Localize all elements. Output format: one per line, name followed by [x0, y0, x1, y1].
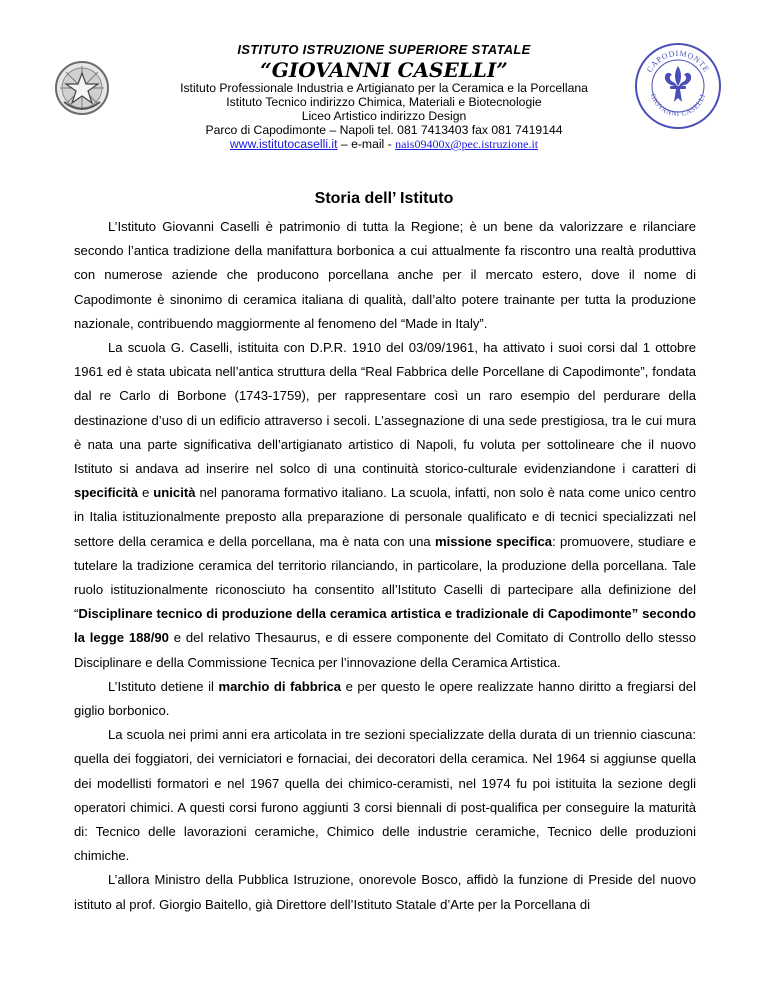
bold-phrase: marchio di fabbrica: [218, 678, 342, 694]
seal-text-bottom: GIOVANNI CASELLI: [648, 92, 708, 119]
institute-address: Parco di Capodimonte – Napoli tel. 081 7413403 fax 081 7419144: [205, 123, 563, 137]
seal-text-top: CAPODIMONTE: [644, 48, 712, 74]
paragraph: La scuola G. Caselli, istituita con D.P.R. 1910 del 03/09/1961, ha attivato i suoi corsi dal 1 ottobre 1961 ed è stata ubicata nell’antica struttura della “Real Fabbrica delle Porcellane di Capodimonte”, fondata dal re Carlo di Borbone (1743-1759), per rappresentare così un raro esempio del perdurare della destinazione d’uso di un edificio attraverso i secoli. L’assegnazione di una sede prestigiosa, tra le cui mura è nata una parte significativa dell’artigianato artistico di Napoli, fu voluta per sottolineare che il nuovo Istituto si andava ad inserire nel solco di una continuità storico-culturale evidenziandone i caratteri di specificità e unicità nel panorama formativo italiano. La scuola, infatti, non solo è nata come unico centro in Italia istituzionalmente preposto alla preparazione di personale qualificato e di tecnici specializzati nel settore della ceramica e della porcellana, ma è nata con una missione specifica: promuovere, studiare e tutelare la tradizione ceramica del territorio rilanciando, in particolare, la produzione della porcellana. Tale ruolo istituzionalmente riconosciuto ha consentito all’Istituto Caselli di partecipare alla definizione del “Disciplinare tecnico di produzione della ceramica artistica e tradizionale di Capodimonte” secondo la legge 188/90 e del relativo Thesaurus, e di essere componente del Comitato di Controllo dello stesso Disciplinare e della Commissione Tecnica per l’innovazione della Ceramica Artistica.: [74, 340, 696, 670]
institute-type: ISTITUTO ISTRUZIONE SUPERIORE STATALE: [237, 42, 531, 57]
website-link[interactable]: www.istitutocaselli.it: [229, 137, 338, 151]
capodimonte-fleur-de-lis-seal-icon: [634, 42, 722, 130]
institute-branch-technical: Istituto Tecnico indirizzo Chimica, Materiali e Biotecnologie: [226, 95, 542, 109]
letterhead: [0, 0, 768, 160]
institute-branch-professional: Istituto Professionale Industria e Artigianato per la Ceramica e la Porcellana: [180, 81, 588, 95]
institute-contacts: [140, 137, 628, 151]
document-title: Storia dell’ Istituto: [314, 190, 454, 207]
bold-phrase: unicità: [153, 485, 196, 501]
italian-republic-emblem-icon: [52, 58, 112, 118]
email-link[interactable]: nais09400x@pec.istruzione.it: [395, 137, 539, 151]
paragraph: L’Istituto detiene il marchio di fabbrica e per questo le opere realizzate hanno diritto a fregiarsi del giglio borbonico.: [74, 678, 696, 719]
paragraph: La scuola nei primi anni era articolata in tre sezioni specializzate della durata di un triennio ciascuna: quella dei foggiatori, dei verniciatori e fornaciai, dei decoratori della ceramica. Nel 1964 si aggiunse quella dei modellisti formatori e nel 1967 quella dei chimico-ceramisti, nel 1974 fu poi istituita la sezione degli operatori chimici. A questi corsi furono aggiunti 3 corsi biennali di post-qualifica per conseguire la maturità di: Tecnico delle lavorazioni ceramiche, Chimico delle industrie ceramiche, Tecnico delle produzioni chimiche.: [74, 727, 696, 864]
bold-phrase: Disciplinare tecnico di produzione della ceramica artistica e tradizionale di Capodimonte” secondo la legge 188/90: [74, 606, 696, 646]
email-label: – e-mail -: [337, 137, 396, 151]
bold-phrase: specificità: [74, 485, 139, 501]
bold-phrase: missione specifica: [434, 533, 553, 549]
institute-branch-lyceum: Liceo Artistico indirizzo Design: [301, 109, 467, 123]
institute-name: “GIOVANNI CASELLI”: [260, 58, 508, 82]
document-body: [74, 215, 696, 917]
paragraph: L’allora Ministro della Pubblica Istruzione, onorevole Bosco, affidò la funzione di Preside del nuovo istituto al prof. Giorgio Baitello, già Direttore dell’Istituto Statale d’Arte per la Porcellana di: [74, 872, 696, 912]
paragraph: L’Istituto Giovanni Caselli è patrimonio di tutta la Regione; è un bene da valorizzare e rilanciare secondo l’antica tradizione della manifattura borbonica a cui attualmente fa riscontro una realtà produttiva con numerose aziende che producono porcellana anche per il mercato estero, dove il nome di Capodimonte è sinonimo di ceramica italiana di qualità, dall’alto potere trainante per tutta la produzione nazionale, contribuendo maggiormente al fenomeno del “Made in Italy”.: [74, 219, 696, 331]
